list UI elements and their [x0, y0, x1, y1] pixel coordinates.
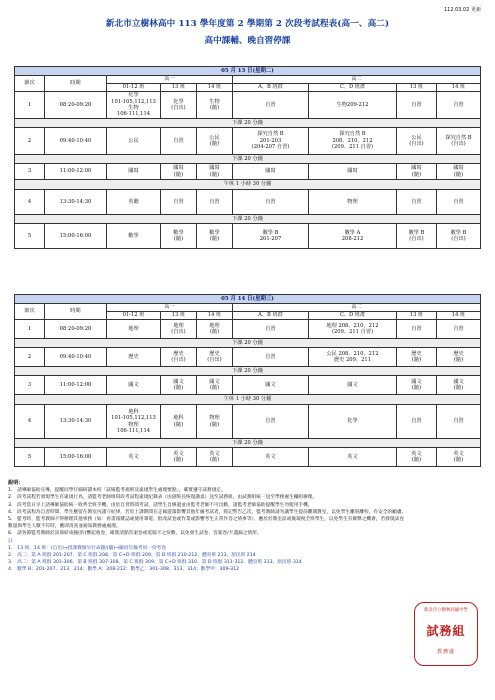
table-cell: 自習	[197, 190, 233, 215]
table-cell: 自習	[437, 320, 481, 339]
table-row	[15, 405, 481, 439]
table-cell: 生物 (隨)	[197, 92, 233, 119]
table-cell: 地理 (隨)	[197, 320, 233, 339]
break-cell: 午休 1 小時 30 分鐘	[15, 180, 481, 190]
table-cell: 08:20-09:20	[45, 92, 107, 119]
page-title: 新北市立樹林高中 113 學年度第 2 學期第 2 次段考試程表(高一、高二)	[105, 19, 390, 29]
table-cell: 自習	[397, 320, 437, 339]
table-cell: 國寫 (隨)	[437, 164, 481, 180]
table-cell: 歷史 (自出)	[197, 348, 233, 367]
col-header: 13 班	[397, 312, 437, 320]
table-cell: 生物209-212	[309, 92, 397, 119]
notes-section	[8, 480, 408, 574]
col-header: C、D 班群	[309, 84, 397, 92]
table-cell: 13:30-14:30	[45, 190, 107, 215]
table-cell: 國文 (隨)	[397, 376, 437, 395]
break-cell: 下課 20 分鐘	[15, 339, 481, 348]
break-row	[15, 439, 481, 448]
table-cell: 公民 (自出)	[397, 128, 437, 155]
table-cell: 國寫	[107, 164, 161, 180]
remarks-label: 註	[8, 538, 13, 544]
table-cell: 國寫 (隨)	[161, 164, 197, 180]
note-item: 4. 段考試程為自習時間，學生應留在教室內謹守紀律，若於上課期間在走廊遊蕩影響其他年級考試者，將記警告乙次，監考教師請勿讓學生提前離開教室，以免學生離班離校，有安全的顧慮。	[8, 509, 407, 515]
table-cell: 歷史 (自出)	[161, 348, 197, 367]
table-cell: 15:00-16:00	[45, 224, 107, 249]
table-cell: 國文 (隨)	[161, 376, 197, 395]
table-row	[15, 190, 481, 215]
table-row	[15, 348, 481, 367]
col-header: C、D 班群	[309, 312, 397, 320]
table-cell: 數學 B 201-207	[233, 224, 309, 249]
table-cell: 地科 (隨)	[161, 405, 197, 439]
table-cell: 國文 (隨)	[197, 376, 233, 395]
table-cell: 英文 (隨)	[197, 448, 233, 467]
table-cell: 2	[15, 348, 45, 367]
table-cell: 數學 A 208-212	[309, 224, 397, 249]
note-item: 1. 請導師協助宣導，提醒同學仔細研讀本校「試場監考規則及違規學生處理要點」，確實遵守試務規定。	[8, 488, 226, 494]
table-cell: 自習	[397, 92, 437, 119]
table-cell: 自習	[233, 348, 309, 367]
table-cell: 化學	[309, 405, 397, 439]
table-cell: 國寫	[309, 164, 397, 180]
table-cell: 化學 101-105,112,113 生物 106-111,114	[107, 92, 161, 119]
seal-arc-text: 新北市立樹林高級中學	[424, 608, 468, 613]
col-header: 14 班	[437, 312, 481, 320]
table-cell: 化學 (自出)	[161, 92, 197, 119]
exam-schedule-day1	[14, 66, 481, 249]
table-cell: 11:00-12:00	[45, 164, 107, 180]
table-cell: 數學 (隨)	[161, 224, 197, 249]
table-cell: 國寫	[233, 164, 309, 180]
break-row	[15, 155, 481, 164]
table-row	[15, 128, 481, 155]
table-cell: 公民	[107, 128, 161, 155]
table-row	[15, 376, 481, 395]
table-cell: 地理 208、210、212 (209、211 自習)	[309, 320, 397, 339]
table-cell: 自習	[233, 190, 309, 215]
table-cell: 歷史 (隨)	[437, 348, 481, 367]
table-cell: 1	[15, 320, 45, 339]
table-cell: 數學 (隨)	[197, 224, 233, 249]
table-cell: 數學 B (自出)	[397, 224, 437, 249]
table-cell: 自習	[437, 405, 481, 439]
grade1-header: 高一	[107, 304, 233, 312]
period-header: 節次	[15, 76, 45, 92]
remark-item: 4. 數學 B：201-207、213、214；數學 A：208-212；數學乙：301-308、313、314；數學甲：309-312	[8, 567, 240, 573]
remark-item: 2. 高二：第 A 班群 201-207、第 C 班群 208、第 C+D 班群 209、第 D 班群 210-212、體育班 213、原民班 214	[8, 553, 256, 559]
table-cell: 13:30-14:30	[45, 405, 107, 439]
table-cell: 公民 208、210、212 歷史 209、211	[309, 348, 397, 367]
table-cell: 英文 (隨)	[437, 448, 481, 467]
table-cell: 自習	[233, 92, 309, 119]
col-header: A、B 班群	[233, 84, 309, 92]
col-header: 14 班	[437, 84, 481, 92]
break-cell: 下課 20 分鐘	[15, 367, 481, 376]
table-cell: 國文	[309, 376, 397, 395]
table-cell: 國文	[107, 376, 161, 395]
table-row	[15, 92, 481, 119]
col-header: 13 班	[397, 84, 437, 92]
table-cell: 數學 B (自出)	[437, 224, 481, 249]
period-header: 節次	[15, 304, 45, 320]
table-cell: 英聽	[107, 190, 161, 215]
break-row	[15, 119, 481, 128]
table-cell: 國寫 (隨)	[397, 164, 437, 180]
table-cell: 08:20-09:20	[45, 320, 107, 339]
table-cell: 英文	[233, 448, 309, 467]
grade2-header: 高二	[233, 76, 481, 84]
revision-date: 112.03.02 更新	[443, 7, 481, 13]
note-item: 3. 段考當日早上請導師協助統一收齊全班手機，由於自習時間考試，請學生自修過並由監考老師不可出勤，請監考老師協助提醒學生勿使用手機。	[8, 502, 313, 508]
col-header: A、B 班群	[233, 312, 309, 320]
date-header: 05 月 14 日(星期三)	[15, 295, 481, 304]
table-cell: 數學	[107, 224, 161, 249]
break-row	[15, 395, 481, 405]
table-cell: 歷史	[107, 348, 161, 367]
date-header: 05 月 13 日(星期二)	[15, 67, 481, 76]
grade1-header: 高一	[107, 76, 233, 84]
col-header: 13 班	[161, 312, 197, 320]
note-item: 5. 監考時，監考教師不得辦理其他事務（如：看書報雜誌或使用筆電、批改試卷或作業或影響考生正常作答之情事等），應於於教室前或後環視全班學生，以免學生有舞弊之機會，若發現試卷數量與學生人數不符時，應即清查並通知教務處處理。	[8, 517, 404, 530]
office-seal	[414, 602, 478, 666]
note-item: 2. 段考試程若發現學生有違規行為，請監考老師填寫段考試程違規紀錄表（由副班長恢復講桌）送至試務組，由試務組統一送至學務處生輔組辦理。	[8, 495, 318, 501]
table-cell: 地理	[107, 320, 161, 339]
table-cell: 2	[15, 128, 45, 155]
page-subtitle: 高中課輔、晚自習停課	[204, 36, 291, 46]
table-cell: 自習	[397, 405, 437, 439]
table-cell: 英文 (隨)	[397, 448, 437, 467]
time-header: 時間	[45, 76, 107, 92]
table-cell: 英文 (隨)	[161, 448, 197, 467]
table-row	[15, 448, 481, 467]
break-row	[15, 180, 481, 190]
seal-sub-text: 教務處	[436, 649, 455, 655]
table-cell: 自習	[233, 320, 309, 339]
table-cell: 3	[15, 376, 45, 395]
col-header: 01-12 班	[107, 84, 161, 92]
table-cell: 自習	[437, 190, 481, 215]
notes-heading: 說明：	[8, 480, 24, 486]
table-cell: 國寫 (隨)	[197, 164, 233, 180]
col-header: 14 班	[197, 84, 233, 92]
table-cell: 國文	[233, 376, 309, 395]
table-cell: 物理 (隨)	[197, 405, 233, 439]
note-item: 6. 請各節監考教師於該節結束鐘(鈴)響起收卷，確實清點答案卷或電腦卡之份數，以免發生試卷、答案卷/卡遺漏之情形。	[8, 531, 262, 537]
table-cell: 5	[15, 448, 45, 467]
break-row	[15, 215, 481, 224]
table-cell: 3	[15, 164, 45, 180]
break-row	[15, 367, 481, 376]
table-cell: 1	[15, 92, 45, 119]
table-row	[15, 164, 481, 180]
table-cell: 15:00-16:00	[45, 448, 107, 467]
break-cell: 午休 1 小時 30 分鐘	[15, 395, 481, 405]
table-cell: 地科 101-105,112,113 物理 106-111,114	[107, 405, 161, 439]
table-cell: 自習	[437, 92, 481, 119]
seal-main-text: 試務組	[426, 624, 466, 638]
table-cell: 自習	[397, 190, 437, 215]
table-cell: 物理	[309, 190, 397, 215]
col-header: 13 班	[161, 84, 197, 92]
table-cell: 英文	[309, 448, 397, 467]
table-cell: 自習	[161, 128, 197, 155]
time-header: 時間	[45, 304, 107, 320]
table-cell: 5	[15, 224, 45, 249]
table-cell: 公民 (隨)	[197, 128, 233, 155]
table-cell: 09:40-10:40	[45, 348, 107, 367]
grade2-header: 高二	[233, 304, 481, 312]
table-cell: 探究自然 B 208、210、212 (209、211 自習)	[309, 128, 397, 155]
break-cell: 下課 20 分鐘	[15, 155, 481, 164]
break-cell: 下課 20 分鐘	[15, 215, 481, 224]
col-header: 01-12 班	[107, 312, 161, 320]
remark-item: 1. 13 班、14 班：(自出)→授課教師另行命題/(隨)→隨同年級考同一份考卷	[8, 545, 167, 551]
table-cell: 歷史 (隨)	[397, 348, 437, 367]
break-cell: 下課 20 分鐘	[15, 439, 481, 448]
table-cell: 探究自然 B (自出)	[437, 128, 481, 155]
table-cell: 探究自然 B 201-203 (204-207 自習)	[233, 128, 309, 155]
table-cell: 11:00-12:00	[45, 376, 107, 395]
table-cell: 4	[15, 405, 45, 439]
table-cell: 4	[15, 190, 45, 215]
table-cell: 09:40-10:40	[45, 128, 107, 155]
table-cell: 地理 (自出)	[161, 320, 197, 339]
table-cell: 國文 (隨)	[437, 376, 481, 395]
break-cell: 下課 20 分鐘	[15, 119, 481, 128]
table-cell: 英文	[107, 448, 161, 467]
table-cell: 自習	[233, 405, 309, 439]
exam-schedule-day2	[14, 294, 481, 467]
table-row	[15, 320, 481, 339]
table-cell: 自習	[161, 190, 197, 215]
break-row	[15, 339, 481, 348]
col-header: 14 班	[197, 312, 233, 320]
remark-item: 3. 高二：第 A 班群 301-306、第 B 班群 307-308、第 C 班群 309、第 C+D 班群 310、第 D 班群 311-312、體育班 313、原民班 314	[8, 560, 302, 566]
table-row	[15, 224, 481, 249]
